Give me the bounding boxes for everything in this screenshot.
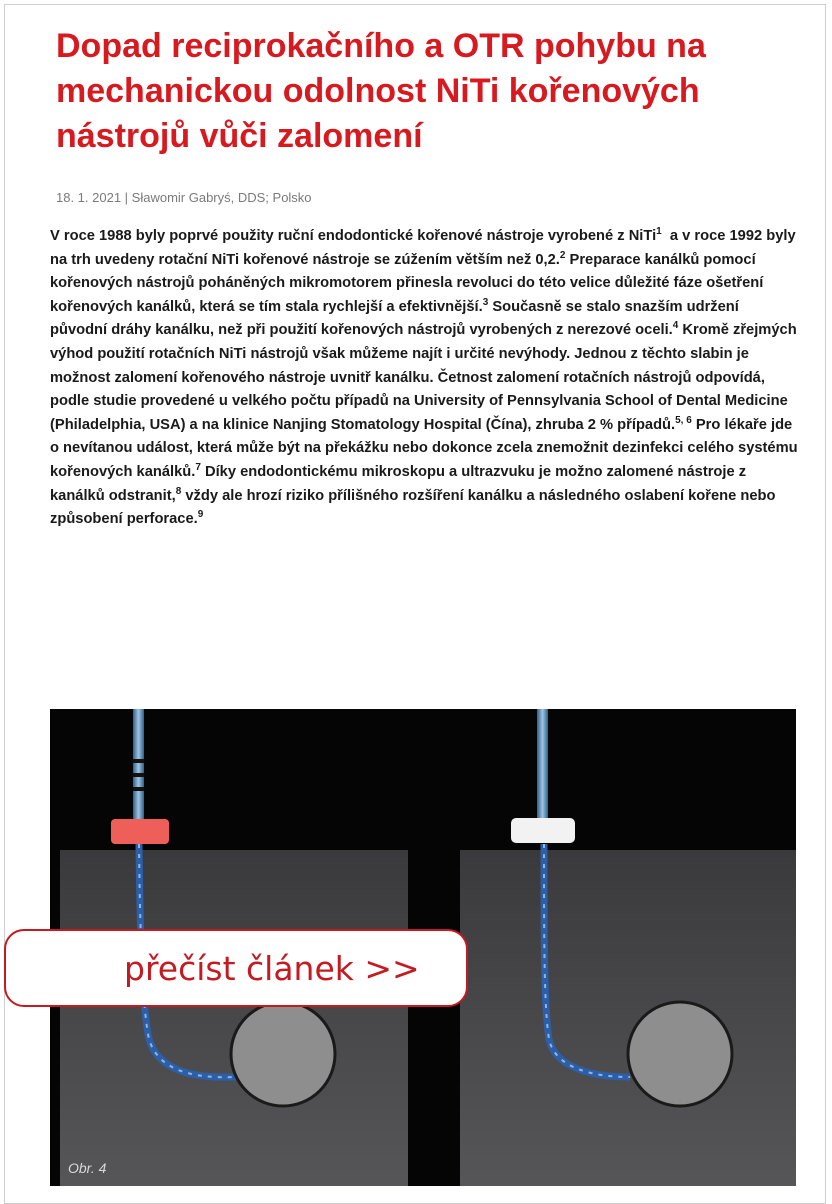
stopper-left: [111, 819, 169, 844]
pool-right: [628, 1002, 732, 1106]
body-text: Současně se stalo snazším udržení původní dráhy kanálku, než při použití kořenových nástrojů vyrobených z nerezové oceli.: [50, 298, 739, 339]
metal-block-left: [60, 850, 408, 1186]
body-text: Preparace kanálků pomocí kořenových nástrojů poháněných mikromotorem přinesla revoluci do této velice důležité fáze ošetření kořenových kanálků, která se tím stala rychlejší a efektivnější.: [50, 251, 764, 315]
article-meta: 18. 1. 2021 | Sławomir Gabryś, DDS; Polsko: [56, 190, 312, 205]
ref-sup: 7: [195, 462, 201, 474]
ref-sup: 1: [656, 226, 662, 238]
ref-sup: 4: [672, 320, 679, 332]
ref-sup: 5, 6: [675, 414, 692, 426]
article-title[interactable]: Dopad reciprokačního a OTR pohybu na mechanickou odolnost NiTi kořenových nástrojů vůči zalomení: [56, 27, 706, 155]
stopper-right: [511, 818, 575, 843]
body-text: vždy ale hrozí riziko přílišného rozšíření kanálku a následného oslabení kořene nebo způsobení perforace.: [50, 487, 776, 528]
metal-block-right: [460, 850, 796, 1186]
body-text: V roce 1988 byly poprvé použity ruční endodontické kořenové nástroje vyrobené z NiTi: [50, 228, 657, 244]
ref-sup: 3: [482, 296, 489, 308]
article-body: [50, 225, 800, 532]
body-text: Díky endodontickému mikroskopu a ultrazvuku je možno zalomené nástroje z kanálků odstranit,: [50, 463, 747, 504]
read-article-button[interactable]: přečíst článek >>: [4, 929, 468, 1007]
ref-sup: 9: [197, 509, 204, 521]
body-text: Kromě zřejmých výhod použití rotačních NiTi nástrojů však můžeme najít i určité nevýhody. Jednou z těchto slabin je možnost zalomení kořenového nástroje uvnitř kanálku. Četnost zalomení rotačních nástrojů odpovídá, podle studie provedené u velkého počtu případů na University of Pennsylvania School of Dental Medicine (Philadelphia, USA) a na klinice Nanjing Stomatology Hospital (Čína), zhruba 2 % případů.: [50, 322, 797, 433]
figure-caption: Obr. 4: [68, 1160, 107, 1176]
ref-sup: 2: [559, 249, 566, 261]
ref-sup: 8: [175, 485, 182, 497]
pool-left: [231, 1002, 335, 1106]
body-text: Pro lékaře jde o nevítanou událost, která může být na překážku nebo dokonce zcela znemožnit dezinfekci celého systému kořenových kanálků.: [50, 416, 798, 480]
body-text: a v roce 1992 byly na trh uvedeny rotační NiTi kořenové nástroje se zúžením větším než 0,2.: [50, 228, 796, 268]
